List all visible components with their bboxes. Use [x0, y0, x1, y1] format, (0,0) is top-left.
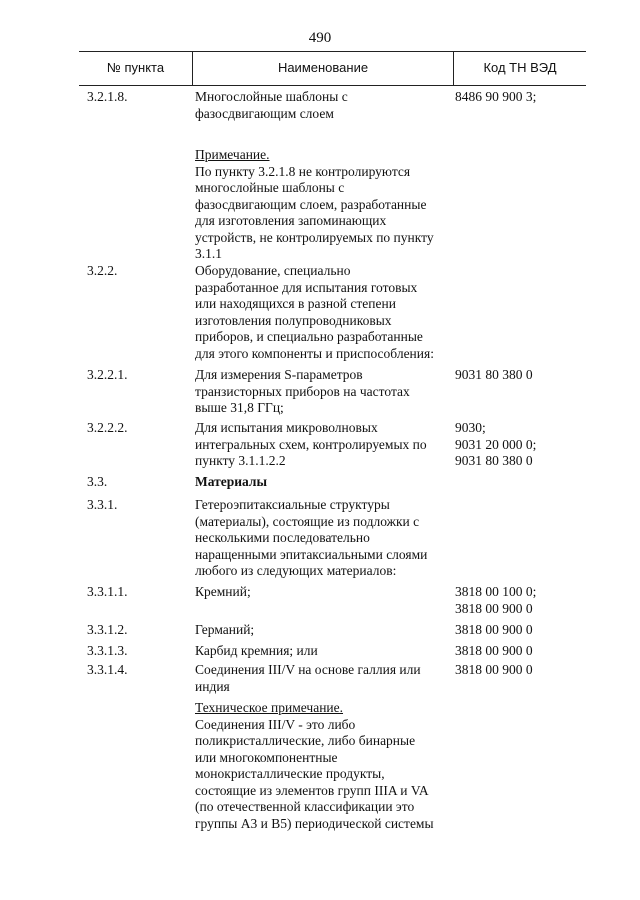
- name-line: Соединения III/V на основе галлия или: [195, 662, 421, 677]
- name-line: для этого компоненты и приспособления:: [195, 345, 434, 361]
- item-name: [195, 662, 457, 695]
- code-line: 3818 00 900 0: [455, 662, 533, 677]
- item-code: [455, 622, 595, 639]
- name-line: индия: [195, 678, 230, 694]
- note-line: По пункту 3.2.1.8 не контролируются: [195, 163, 411, 179]
- table-header: [79, 51, 586, 86]
- code-line: 3818 00 900 0: [455, 600, 533, 616]
- item-code: [455, 584, 595, 617]
- note-line: Соединения III/V - это либо: [195, 716, 356, 732]
- name-line: Для испытания микроволновых: [195, 420, 378, 435]
- code-line: 8486 90 900 3;: [455, 89, 537, 104]
- item-code: [455, 662, 595, 679]
- note-line: (по отечественной классификации это: [195, 799, 415, 814]
- item-name: [195, 474, 457, 491]
- note-line: монокристаллические продукты,: [195, 766, 385, 781]
- name-line: (материалы), состоящие из подложки с: [195, 513, 420, 529]
- note-line: 3.1.1: [195, 246, 222, 261]
- note-line: многослойные шаблоны с: [195, 180, 345, 195]
- name-line: несколькими последовательно: [195, 530, 370, 545]
- item-number: 3.2.2.2.: [87, 420, 128, 435]
- header-code: Код ТН ВЭД: [483, 60, 557, 76]
- name-line: транзисторных приборов на частотах: [195, 383, 410, 399]
- name-line: приборов, и специально разработанные: [195, 329, 423, 344]
- code-line: 3818 00 100 0;: [455, 584, 537, 599]
- name-line: Гетероэпитаксиальные структуры: [195, 497, 390, 512]
- name-line: пункту 3.1.1.2.2: [195, 453, 286, 468]
- note-line: или многокомпонентные: [195, 749, 338, 765]
- name-line: изготовления полупроводниковых: [195, 312, 392, 328]
- name-line: интегральных схем, контролируемых по: [195, 436, 427, 452]
- note-line: фазосдвигающим слоем, разработанные: [195, 196, 427, 212]
- item-number: 3.2.1.8.: [87, 89, 128, 104]
- item-number: 3.3.: [87, 474, 108, 489]
- note-line: для изготовления запоминающих: [195, 213, 387, 228]
- code-line: 9031 80 380 0: [455, 453, 533, 468]
- code-line: 9030;: [455, 420, 486, 435]
- item-number: 3.3.1.4.: [87, 662, 128, 677]
- name-line: Карбид кремния; или: [195, 643, 318, 658]
- item-name: [195, 622, 457, 639]
- name-line: фазосдвигающим слоем: [195, 105, 334, 121]
- note: [195, 147, 457, 263]
- name-line: Германий;: [195, 622, 255, 637]
- note-heading: Примечание.: [195, 147, 270, 162]
- header-name: Наименование: [193, 52, 454, 85]
- item-number: 3.2.2.: [87, 263, 118, 278]
- technical-note: [195, 700, 457, 832]
- code-line: 9031 20 000 0;: [455, 436, 537, 452]
- note-line: состоящие из элементов групп IIIA и VA: [195, 782, 429, 798]
- name-line: Кремний;: [195, 584, 251, 599]
- header-number: № пункта: [79, 52, 193, 85]
- item-name: [195, 420, 457, 470]
- section-title: Материалы: [195, 474, 268, 489]
- note-line: поликристаллические, либо бинарные: [195, 733, 416, 748]
- name-line: любого из следующих материалов:: [195, 563, 397, 578]
- item-name: [195, 367, 457, 417]
- item-number: 3.3.1.: [87, 497, 118, 512]
- item-number: 3.3.1.3.: [87, 643, 128, 658]
- item-name: [195, 263, 457, 362]
- note-line: группы A3 и B5) периодической системы: [195, 815, 434, 831]
- item-name: [195, 497, 457, 580]
- code-line: 3818 00 900 0: [455, 643, 533, 658]
- note-line: устройств, не контролируемых по пункту: [195, 229, 434, 245]
- item-code: [455, 643, 595, 660]
- name-line: наращенными эпитаксиальными слоями: [195, 546, 428, 562]
- name-line: Оборудование, специально: [195, 263, 351, 278]
- item-number: 3.3.1.2.: [87, 622, 128, 637]
- name-line: Для измерения S-параметров: [195, 367, 363, 382]
- page-number: 490: [308, 30, 332, 46]
- name-line: Многослойные шаблоны с: [195, 89, 348, 104]
- item-number: 3.3.1.1.: [87, 584, 128, 599]
- code-line: 9031 80 380 0: [455, 367, 533, 382]
- item-code: [455, 367, 595, 384]
- item-name: [195, 584, 457, 601]
- item-code: [455, 89, 595, 106]
- item-name: [195, 89, 457, 122]
- note-heading: Техническое примечание.: [195, 700, 344, 715]
- name-line: разработанное для испытания готовых: [195, 279, 418, 295]
- item-code: [455, 420, 595, 470]
- name-line: выше 31,8 ГГц;: [195, 400, 284, 415]
- item-number: 3.2.2.1.: [87, 367, 128, 382]
- item-name: [195, 643, 457, 660]
- name-line: или находящихся в разной степени: [195, 296, 396, 311]
- code-line: 3818 00 900 0: [455, 622, 533, 637]
